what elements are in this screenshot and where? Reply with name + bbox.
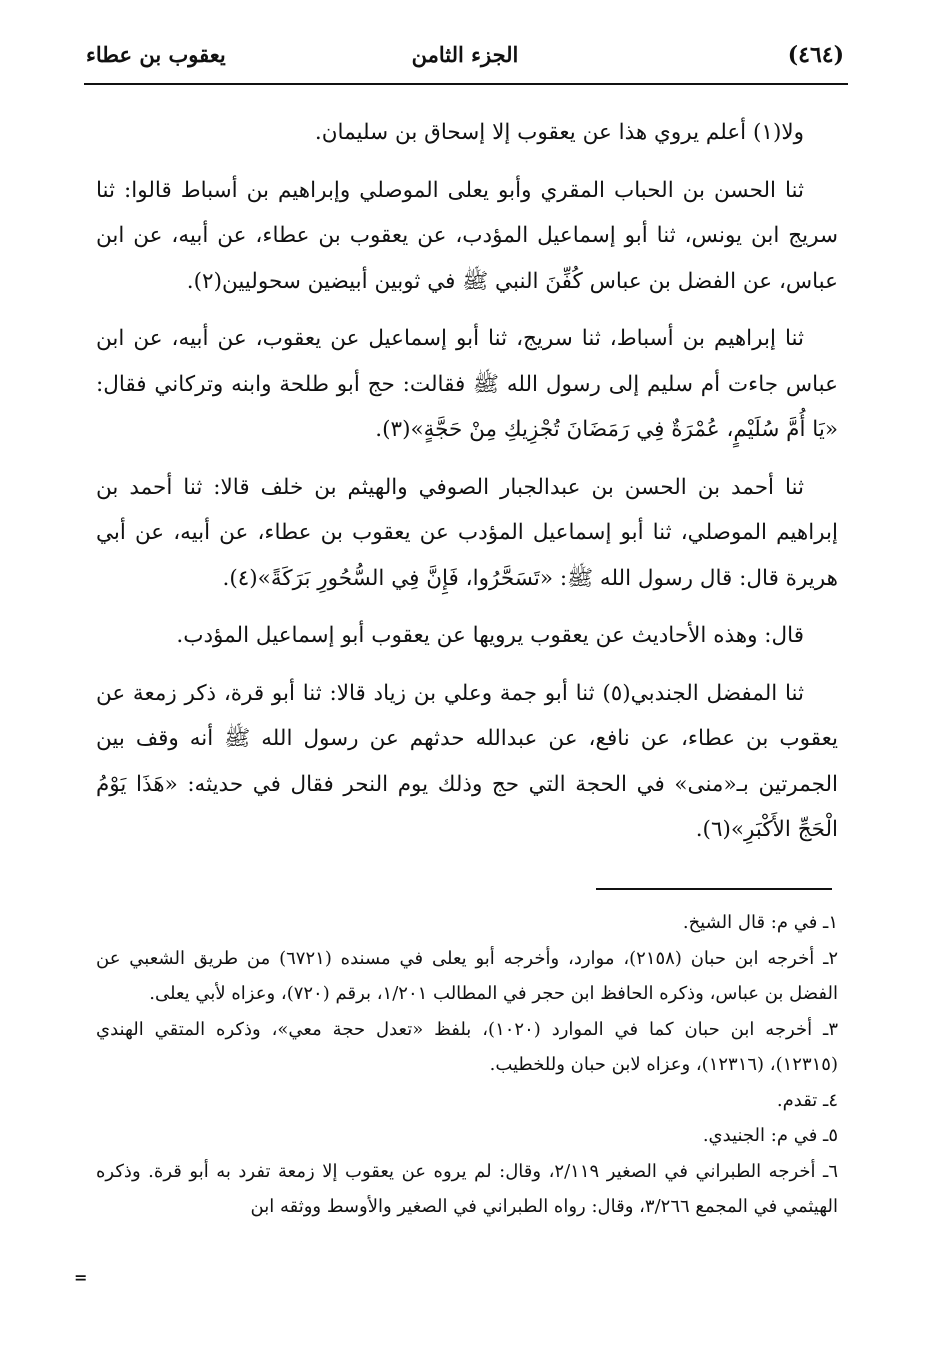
paragraph: ولا(١) أعلم يروي هذا عن يعقوب إلا إسحاق بن سليمان. (314, 120, 804, 145)
footnote: ٦ـ أخرجه الطبراني في الصغير ٢/١١٩، وقال: لم يروه عن يعقوب إلا زمعة تفرد به أبو قرة. وذكره الهيثمي في المجمع ٣/٢٦٦، وقال: رواه الطبراني في الصغير والأوسط ووثقه ابن (96, 1160, 838, 1217)
main-text (96, 110, 838, 865)
footnote: ٤ـ تقدم. (776, 1089, 838, 1111)
paragraph: ثنا المفضل الجندبي(٥) ثنا أبو جمة وعلي بن زياد قالا: ثنا أبو قرة، ذكر زمعة عن يعقوب بن عطاء، عن نافع، عن عبدالله حدثهم عن رسول الله ﷺ أنه وقف بين الجمرتين بـ«منى» في الحجة التي حج وذلك يوم النحر فقال في حديثه: «هَذَا يَوْمُ الْحَجِّ الأَكْبَرِ»(٦). (96, 680, 838, 842)
footnote: ١ـ في م: قال الشيخ. (682, 912, 838, 933)
volume-title: الجزء الثامن (411, 42, 519, 67)
paragraph: ثنا إبراهيم بن أسباط، ثنا سريج، ثنا أبو إسماعيل عن يعقوب، عن أبيه، عن ابن عباس جاءت أم سليم إلى رسول الله ﷺ فقالت: حج أبو طلحة وابنه وتركاني فقال: «يَا أُمَّ سُلَيْمٍ، عُمْرَةٌ فِي رَمَضَانَ تُجْزِيكِ مِنْ حَجَّةٍ»(٣). (96, 326, 838, 442)
paragraph: ثنا الحسن بن الحباب المقري وأبو يعلى الموصلي وإبراهيم بن أسباط قالوا: ثنا سريج ابن يونس، ثنا أبو إسماعيل المؤدب، عن يعقوب بن عطاء، عن أبيه، عن ابن عباس، عن الفضل بن عباس كُفِّنَ النبي ﷺ في ثوبين أبيضين سحوليين(٢). (96, 177, 838, 294)
running-title: يعقوب بن عطاء (86, 42, 226, 67)
paragraph: قال: وهذه الأحاديث عن يعقوب يرويها عن يعقوب أبو إسماعيل المؤدب. (176, 623, 804, 648)
continuation-mark: = (74, 1268, 86, 1287)
footnote: ٣ـ أخرجه ابن حبان كما في الموارد (١٠٢٠)، بلفظ «تعدل حجة معي»، وذكره المتقي الهندي (١٢٣١٥)، (١٢٣١٦)، وعزاه لابن حبان وللخطيب. (96, 1018, 838, 1075)
page-number: (٤٦٤) (787, 42, 844, 68)
paragraph: ثنا أحمد بن الحسن بن عبدالجبار الصوفي والهيثم بن خلف قالا: ثنا أحمد بن إبراهيم الموصلي، ثنا أبو إسماعيل المؤدب عن يعقوب بن عطاء، عن أبيه، عن أبي هريرة قال: قال رسول الله ﷺ: «تَسَحَّرُوا، فَإِنَّ فِي السُّحُورِ بَرَكَةً»(٤). (96, 474, 838, 591)
footnote: ٥ـ في م: الجنيدي. (702, 1125, 838, 1146)
footnotes (96, 905, 838, 1225)
footnote-rule (596, 888, 832, 890)
header-rule (84, 83, 848, 85)
footnote: ٢ـ أخرجه ابن حبان (٢١٥٨)، موارد، وأخرجه أبو يعلى في مسنده (٦٧٢١) من طريق الشعبي عن الفضل بن عباس، وذكره الحافظ ابن حجر في المطالب ١/٢٠١، برقم (٧٢٠)، وعزاه لأبي يعلى. (96, 947, 839, 1004)
page-header (86, 38, 844, 82)
